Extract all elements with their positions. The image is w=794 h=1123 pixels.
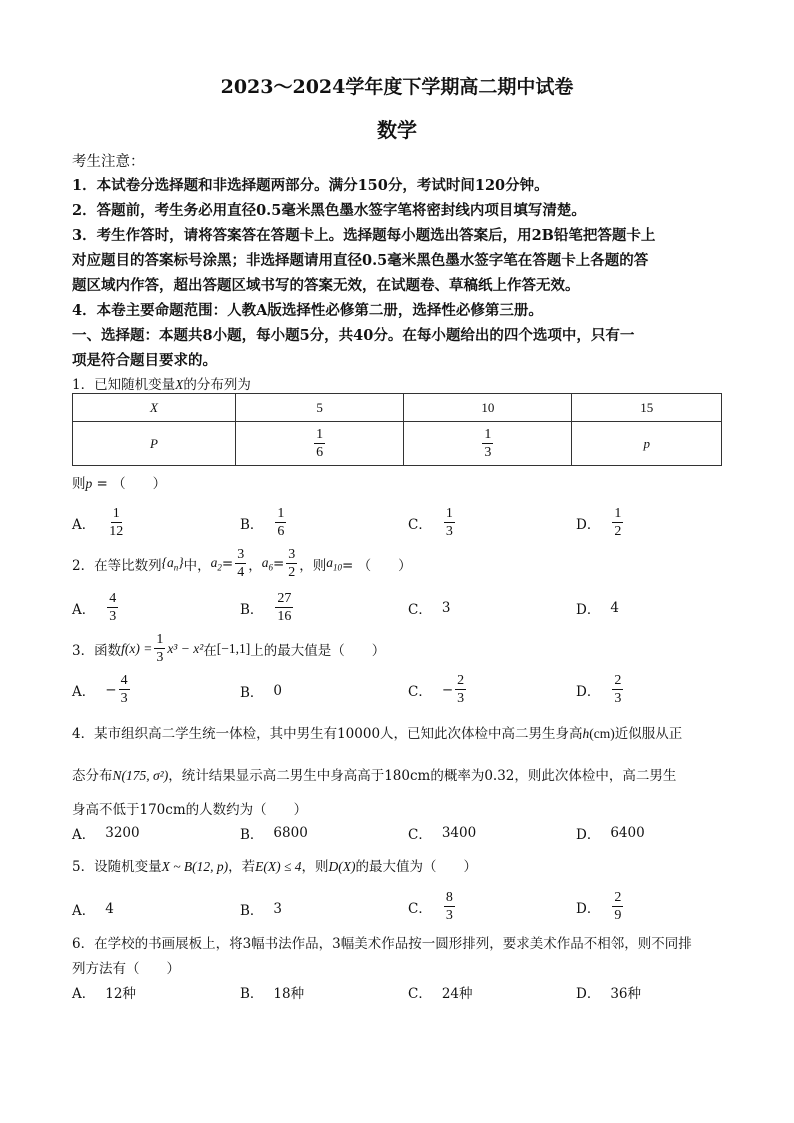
option-label: C． [408, 602, 432, 618]
subject-title: 数学 [377, 118, 417, 142]
table-cell [404, 422, 572, 466]
q5-blank: 的最大值为（ ） [355, 859, 478, 875]
option-label: B． [240, 685, 264, 701]
q2-option-c[interactable] [408, 598, 450, 618]
seq-symbol: {a [161, 554, 174, 570]
term-symbol: a [210, 554, 218, 570]
option-label: A． [72, 827, 96, 843]
q3-option-a[interactable] [72, 672, 132, 707]
fraction [107, 590, 118, 625]
q1-stem [72, 373, 732, 393]
numerator: 1 [484, 427, 492, 442]
fraction [107, 505, 125, 540]
denominator: 16 [277, 609, 292, 624]
q2-option-a[interactable] [72, 590, 120, 625]
q4-line2 [72, 764, 732, 784]
option-value: 24种 [441, 986, 473, 1002]
fraction [482, 426, 493, 461]
table-cell: 10 [404, 394, 572, 422]
q2-a6 [262, 555, 273, 573]
q1-option-c[interactable] [408, 505, 457, 540]
q3-interval: [−1,1] [216, 640, 251, 656]
distribution-table [72, 393, 722, 466]
notice-item: 题区域内作答，超出答题区域书写的答案无效，在试题卷、草稿纸上作答无效。 [72, 277, 580, 294]
q1-variable: X [175, 377, 184, 392]
q6-option-a[interactable] [72, 982, 136, 1002]
term-subscript: 6 [268, 562, 273, 573]
option-label: D． [576, 827, 601, 843]
q4-text: 近似服从正 [614, 726, 683, 742]
numerator: 4 [109, 591, 117, 606]
fraction [612, 889, 623, 924]
q5-condition: E(X) ≤ 4 [255, 859, 302, 874]
fraction [444, 505, 455, 540]
term-symbol: a [261, 554, 269, 570]
minus-sign: − [441, 681, 454, 698]
numerator: 4 [120, 673, 128, 688]
fraction [275, 505, 286, 540]
option-label: A． [72, 516, 96, 533]
q1-ask [72, 472, 732, 492]
q6-option-d[interactable] [576, 982, 641, 1002]
table-row [73, 422, 722, 466]
option-label: B． [240, 601, 264, 618]
option-value: 6800 [273, 825, 308, 841]
q4-line3: 身高不低于170cm的人数约为（ ） [72, 802, 308, 818]
option-label: B． [240, 986, 264, 1002]
q3-option-c[interactable] [408, 672, 468, 707]
numerator: 3 [237, 547, 245, 562]
q5-text: 5．设随机变量 [72, 859, 162, 875]
table-cell: p [572, 422, 722, 466]
q4-text: 态分布 [72, 768, 113, 784]
q3-expression: x³ − x² [167, 640, 204, 656]
option-label: D． [576, 986, 601, 1002]
fraction [612, 505, 623, 540]
q3-blank: 上的最大值是（ ） [250, 642, 386, 659]
section-heading-cont: 项是符合题目要求的。 [72, 352, 217, 369]
denominator: 6 [316, 445, 324, 460]
equals: = [272, 555, 285, 572]
option-label: A． [72, 903, 96, 919]
table-cell [236, 422, 404, 466]
fraction [275, 590, 293, 625]
fraction [286, 546, 297, 581]
seq-close: } [178, 554, 184, 570]
notice-item: 2．答题前，考生务必用直径0.5毫米黑色墨水签字笔将密封线内项目填写清楚。 [72, 202, 586, 219]
seq-subscript: n [173, 562, 179, 573]
option-value: 4 [610, 600, 619, 616]
option-value: 18种 [273, 986, 305, 1002]
q1-stem-text-end: 的分布列为 [183, 377, 251, 393]
q6-line1: 6．在学校的书画展板上，将3幅书法作品，3幅美术作品按一圆形排列，要求美术作品不相邻，则不同排 [72, 936, 692, 952]
q3-function: f(x) = [121, 640, 153, 656]
denominator: 3 [120, 691, 128, 706]
q5-stem [72, 855, 732, 875]
q4-option-d[interactable] [576, 823, 645, 843]
exam-title: 2023～2024学年度下学期高二期中试卷 [220, 76, 574, 98]
term-symbol: a [326, 554, 334, 570]
q4-line1 [72, 722, 732, 742]
fraction [444, 889, 455, 924]
fraction [119, 672, 130, 707]
option-label: A． [72, 986, 96, 1002]
option-label: B． [240, 516, 264, 533]
option-label: B． [240, 827, 264, 843]
q3-stem [72, 631, 732, 666]
q2-blank: = （ ） [342, 557, 412, 574]
option-value: 3400 [441, 825, 477, 841]
numerator: 1 [316, 427, 324, 442]
numerator: 8 [445, 890, 453, 905]
q2-stem [72, 546, 732, 581]
option-value: 0 [273, 683, 283, 699]
q1-option-b[interactable] [240, 505, 288, 540]
option-value: 3 [441, 600, 451, 616]
option-value: 6400 [610, 825, 645, 841]
q1-stem-text: 1．已知随机变量 [72, 377, 176, 393]
q6-line2: 列方法有（ ） [72, 961, 180, 977]
numerator: 2 [614, 673, 622, 688]
q6-option-b[interactable] [240, 982, 304, 1002]
q2-stem-text: 2．在等比数列 [72, 557, 162, 574]
option-value: 3 [273, 901, 283, 917]
option-label: D． [576, 516, 601, 533]
fraction [455, 672, 466, 707]
notice-item: 3．考生作答时，请将答案答在答题卡上。选择题每小题选出答案后，用2B铅笔把答题卡上 [72, 227, 656, 244]
option-value: 36种 [610, 986, 642, 1002]
notice-item: 1．本试卷分选择题和非选择题两部分。满分150分，考试时间120分钟。 [72, 177, 549, 194]
q3-stem-text: 3．函数 [72, 642, 122, 659]
option-value: 4 [105, 901, 114, 917]
denominator: 3 [484, 445, 492, 460]
q2-option-d[interactable] [576, 598, 619, 618]
numerator: 2 [457, 673, 465, 688]
comma: ， [248, 557, 262, 574]
denominator: 3 [109, 609, 117, 624]
option-label: C． [408, 683, 432, 700]
q4-normal-dist: N(175, σ²) [112, 768, 169, 783]
fraction [235, 546, 246, 581]
q3-option-d[interactable] [576, 672, 625, 707]
q5-option-c[interactable] [408, 889, 457, 924]
option-value: 12种 [105, 986, 136, 1002]
q2-a10 [326, 555, 342, 573]
q1-ask-text: 则 [72, 476, 86, 492]
option-label: C． [408, 827, 432, 843]
section-heading: 一、选择题：本题共8小题，每小题5分，共40分。在每小题给出的四个选项中，只有一 [72, 327, 635, 344]
option-label: D． [576, 602, 601, 618]
table-row [73, 394, 722, 422]
fraction [612, 672, 623, 707]
q5-text: ，则 [301, 859, 329, 875]
q2-sequence [162, 555, 184, 573]
notice-item: 对应题目的答案标号涂黑；非选择题请用直径0.5毫米黑色墨水签字笔在答题卡上各题的答 [72, 252, 649, 269]
notice-heading: 考生注意： [72, 154, 145, 170]
denominator: 4 [237, 565, 245, 580]
q6-option-c[interactable] [408, 982, 473, 1002]
q1-ask-blank: = （ ） [92, 476, 167, 492]
option-label: A． [72, 601, 96, 618]
q1-option-d[interactable] [576, 505, 625, 540]
fraction [154, 631, 165, 666]
term-subscript: 2 [217, 562, 222, 573]
q2-a2 [211, 555, 222, 573]
denominator: 3 [614, 691, 622, 706]
numerator: 1 [156, 632, 164, 647]
q2-text: ，则 [299, 557, 327, 574]
denominator: 2 [614, 524, 622, 539]
q3-text: 在 [203, 642, 217, 659]
option-label: A． [72, 683, 96, 700]
option-label: D． [576, 683, 601, 700]
q4-variable: h [582, 726, 590, 741]
denominator: 2 [288, 565, 296, 580]
denominator: 3 [457, 691, 465, 706]
table-cell: P [73, 422, 236, 466]
q5-option-d[interactable] [576, 889, 625, 924]
minus-sign: − [105, 681, 117, 698]
denominator: 3 [445, 908, 453, 923]
q3-option-b[interactable] [240, 681, 282, 701]
table-cell: 15 [572, 394, 722, 422]
q5-variance: D(X) [328, 859, 356, 874]
option-label: C． [408, 900, 432, 917]
q4-text: 4．某市组织高二学生统一体检，其中男生有10000人，已知此次体检中高二男生身高 [72, 726, 583, 742]
q4-option-b[interactable] [240, 823, 308, 843]
q5-binomial: X ~ B(12, p) [161, 859, 229, 874]
numerator: 1 [112, 506, 120, 521]
numerator: 3 [288, 547, 296, 562]
numerator: 1 [277, 506, 285, 521]
table-cell: 5 [236, 394, 404, 422]
denominator: 3 [445, 524, 453, 539]
q1-option-a[interactable] [72, 505, 127, 540]
denominator: 9 [614, 908, 622, 923]
table-cell: X [73, 394, 236, 422]
numerator: 27 [277, 591, 292, 606]
q1-ask-variable: p [85, 476, 93, 491]
q5-option-a[interactable] [72, 899, 114, 919]
q5-text: ，若 [228, 859, 256, 875]
q4-text: ，统计结果显示高二男生中身高高于180cm的概率为0.32，则此次体检中，高二男生 [168, 768, 677, 784]
q4-option-a[interactable] [72, 823, 140, 843]
option-label: D． [576, 900, 601, 917]
q2-text: 中， [183, 557, 211, 574]
numerator: 1 [614, 506, 622, 521]
denominator: 3 [156, 650, 164, 665]
option-label: B． [240, 903, 264, 919]
q2-option-b[interactable] [240, 590, 295, 625]
denominator: 12 [109, 524, 124, 539]
equals: = [221, 555, 234, 572]
option-label: C． [408, 516, 432, 533]
term-subscript: 10 [333, 562, 343, 573]
option-label: C． [408, 986, 432, 1002]
numerator: 2 [614, 890, 622, 905]
notice-item: 4．本卷主要命题范围：人教A版选择性必修第二册，选择性必修第三册。 [72, 302, 543, 319]
fraction [314, 426, 325, 461]
q4-unit: (cm) [589, 726, 615, 741]
numerator: 1 [445, 506, 453, 521]
option-value: 3200 [105, 825, 140, 841]
q5-option-b[interactable] [240, 899, 282, 919]
denominator: 6 [277, 524, 285, 539]
q4-option-c[interactable] [408, 823, 476, 843]
